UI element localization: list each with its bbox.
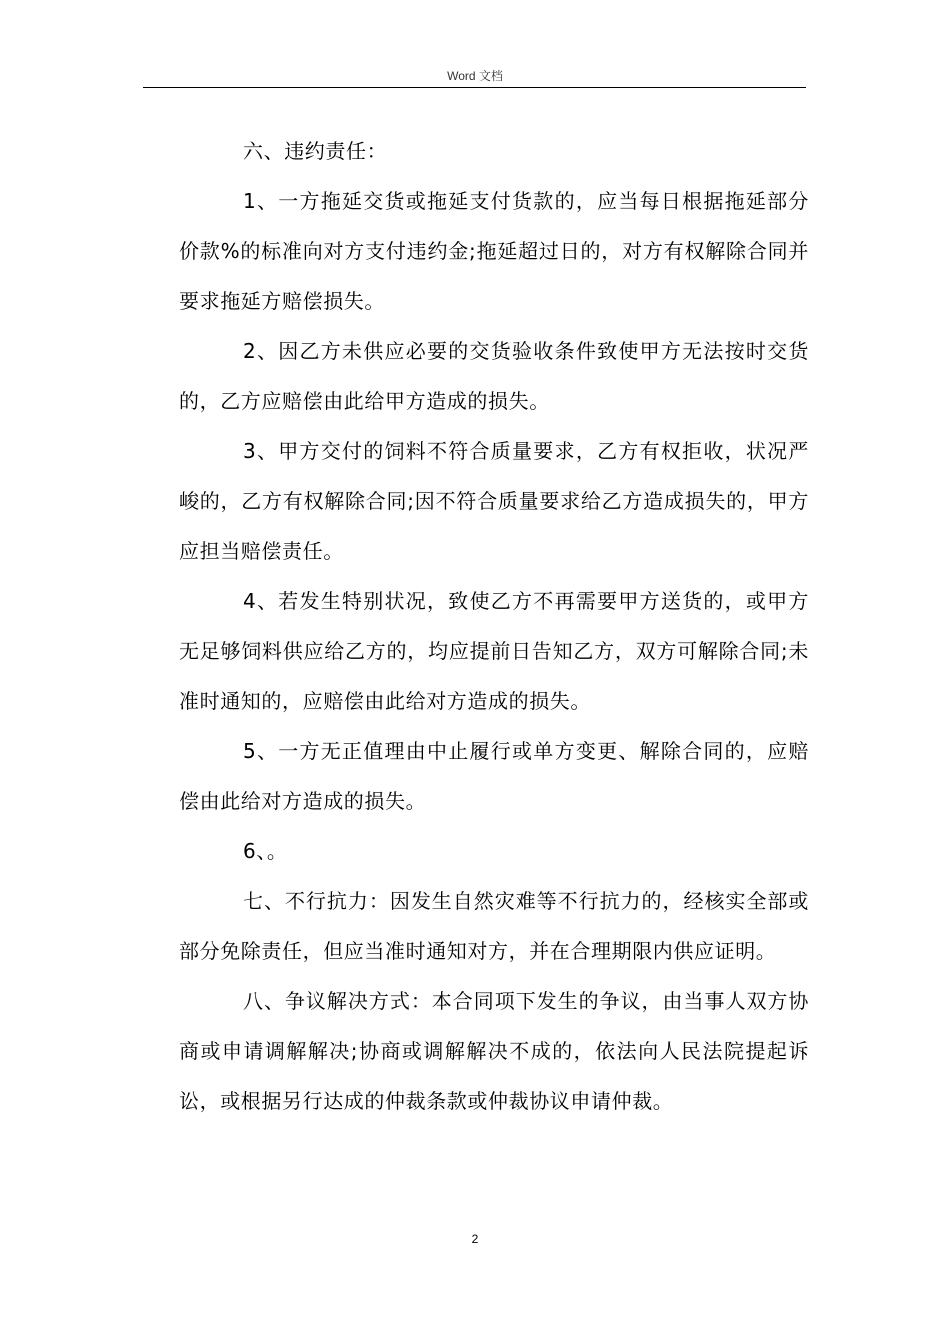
paragraph-clause-3: 3、甲方交付的饲料不符合质量要求，乙方有权拒收，状况严峻的，乙方有权解除合同;因不符合质量要求给乙方造成损失的，甲方应担当赔偿责任。: [179, 439, 809, 563]
paragraph-clause-6: 6、。: [243, 839, 288, 863]
paragraph-clause-5: 5、一方无正值理由中止履行或单方变更、解除合同的，应赔偿由此给对方造成的损失。: [179, 739, 809, 813]
page-number: 2: [471, 1232, 479, 1246]
page-header-title: Word 文档: [447, 69, 503, 83]
paragraph-clause-2: 2、因乙方未供应必要的交货验收条件致使甲方无法按时交货的，乙方应赔偿由此给甲方造成的损失。: [179, 339, 809, 413]
section-force-majeure: 七、不行抗力：因发生自然灾难等不行抗力的，经核实全部或部分免除责任，但应当准时通知对方，并在合理期限内供应证明。: [179, 889, 809, 963]
section-heading-breach: 六、违约责任：: [243, 139, 388, 163]
paragraph-clause-1: 1、一方拖延交货或拖延支付货款的，应当每日根据拖延部分价款%的标准向对方支付违约金;拖延超过日的，对方有权解除合同并要求拖延方赔偿损失。: [179, 189, 809, 313]
header-divider: [143, 87, 806, 88]
section-dispute-resolution: 八、争议解决方式：本合同项下发生的争议，由当事人双方协商或申请调解解决;协商或调解解决不成的，依法向人民法院提起诉讼，或根据另行达成的仲裁条款或仲裁协议申请仲裁。: [179, 989, 809, 1113]
document-body: [179, 126, 809, 1126]
paragraph-clause-4: 4、若发生特别状况，致使乙方不再需要甲方送货的，或甲方无足够饲料供应给乙方的，均应提前日告知乙方，双方可解除合同;未准时通知的，应赔偿由此给对方造成的损失。: [179, 589, 809, 713]
